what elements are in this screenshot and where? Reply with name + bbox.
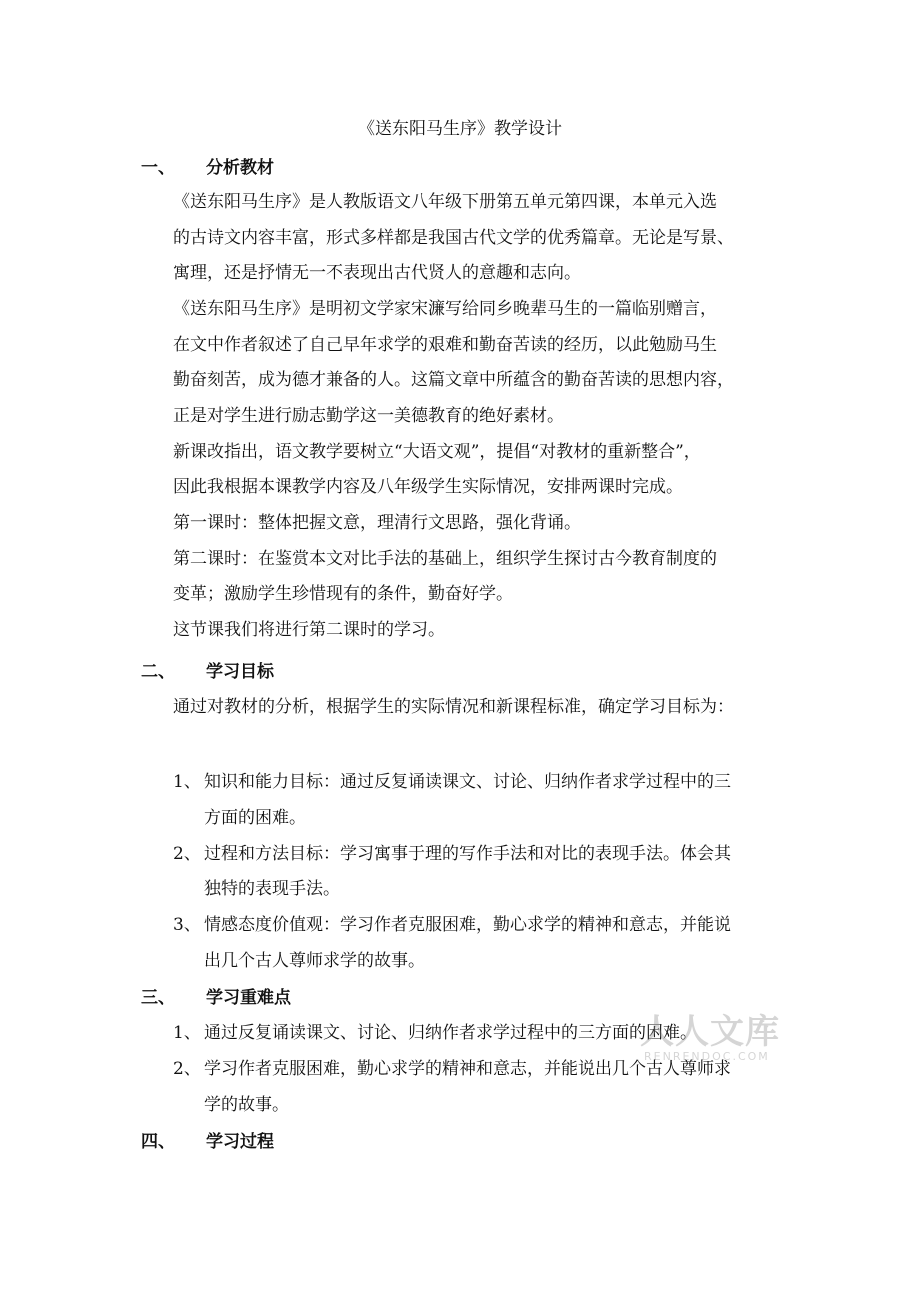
document-title: 《送东阳马生序》教学设计 [358,119,562,139]
list-item-line: 独特的表现手法。 [204,879,340,899]
paragraph-line: 这节课我们将进行第二课时的学习。 [173,620,445,640]
paragraph-line: 因此我根据本课教学内容及八年级学生实际情况，安排两课时完成。 [173,477,683,497]
paragraph-line: 第二课时：在鉴赏本文对比手法的基础上，组织学生探讨古今教育制度的 [173,549,717,569]
paragraph-line: 《送东阳马生序》是人教版语文八年级下册第五单元第四课，本单元入选 [173,192,717,212]
section-number: 四、 [141,1132,175,1152]
list-item-line: 学的故事。 [204,1095,289,1115]
list-number: 2、 [173,1059,201,1079]
list-item-line: 知识和能力目标：通过反复诵读课文、讨论、归纳作者求学过程中的三 [204,772,731,792]
section-number: 二、 [141,662,175,682]
section-title: 学习目标 [206,662,274,682]
section-title: 学习重难点 [206,988,291,1008]
watermark-main-text: 人人文库 [640,1012,780,1052]
list-number: 1、 [173,1023,201,1043]
paragraph-line: 勤奋刻苦，成为德才兼备的人。这篇文章中所蕴含的勤奋苦读的思想内容， [173,370,734,390]
section-title: 学习过程 [206,1132,274,1152]
section-number: 一、 [141,158,175,178]
paragraph-line: 在文中作者叙述了自己早年求学的艰难和勤奋苦读的经历，以此勉励马生 [173,335,717,355]
list-item-line: 方面的困难。 [204,808,306,828]
paragraph-line: 《送东阳马生序》是明初文学家宋濂写给同乡晚辈马生的一篇临别赠言， [173,299,717,319]
list-item-line: 过程和方法目标：学习寓事于理的写作手法和对比的表现手法。体会其 [204,844,731,864]
paragraph-line: 变革；激励学生珍惜现有的条件，勤奋好学。 [173,584,513,604]
list-item-line: 通过反复诵读课文、讨论、归纳作者求学过程中的三方面的困难。 [204,1023,697,1043]
paragraph-line: 第一课时：整体把握文意，理清行文思路，强化背诵。 [173,513,581,533]
paragraph-line: 寓理，还是抒情无一不表现出古代贤人的意趣和志向。 [173,263,581,283]
list-number: 2、 [173,844,201,864]
list-number: 1、 [173,772,201,792]
list-item-line: 出几个古人尊师求学的故事。 [204,951,425,971]
paragraph-line: 通过对教材的分析，根据学生的实际情况和新课程标准，确定学习目标为： [173,697,734,717]
section-number: 三、 [141,988,175,1008]
section-title: 分析教材 [206,158,274,178]
paragraph-line: 的古诗文内容丰富，形式多样都是我国古代文学的优秀篇章。无论是写景、 [173,228,734,248]
paragraph-line: 新课改指出，语文教学要树立“大语文观”，提倡“对教材的重新整合”， [173,442,701,462]
paragraph-line: 正是对学生进行励志勤学这一美德教育的绝好素材。 [173,406,564,426]
watermark-sub-text: RENRENDOC.COM [644,1050,770,1063]
list-item-line: 情感态度价值观：学习作者克服困难，勤心求学的精神和意志，并能说 [204,915,731,935]
list-number: 3、 [173,915,201,935]
list-item-line: 学习作者克服困难，勤心求学的精神和意志，并能说出几个古人尊师求 [204,1059,731,1079]
